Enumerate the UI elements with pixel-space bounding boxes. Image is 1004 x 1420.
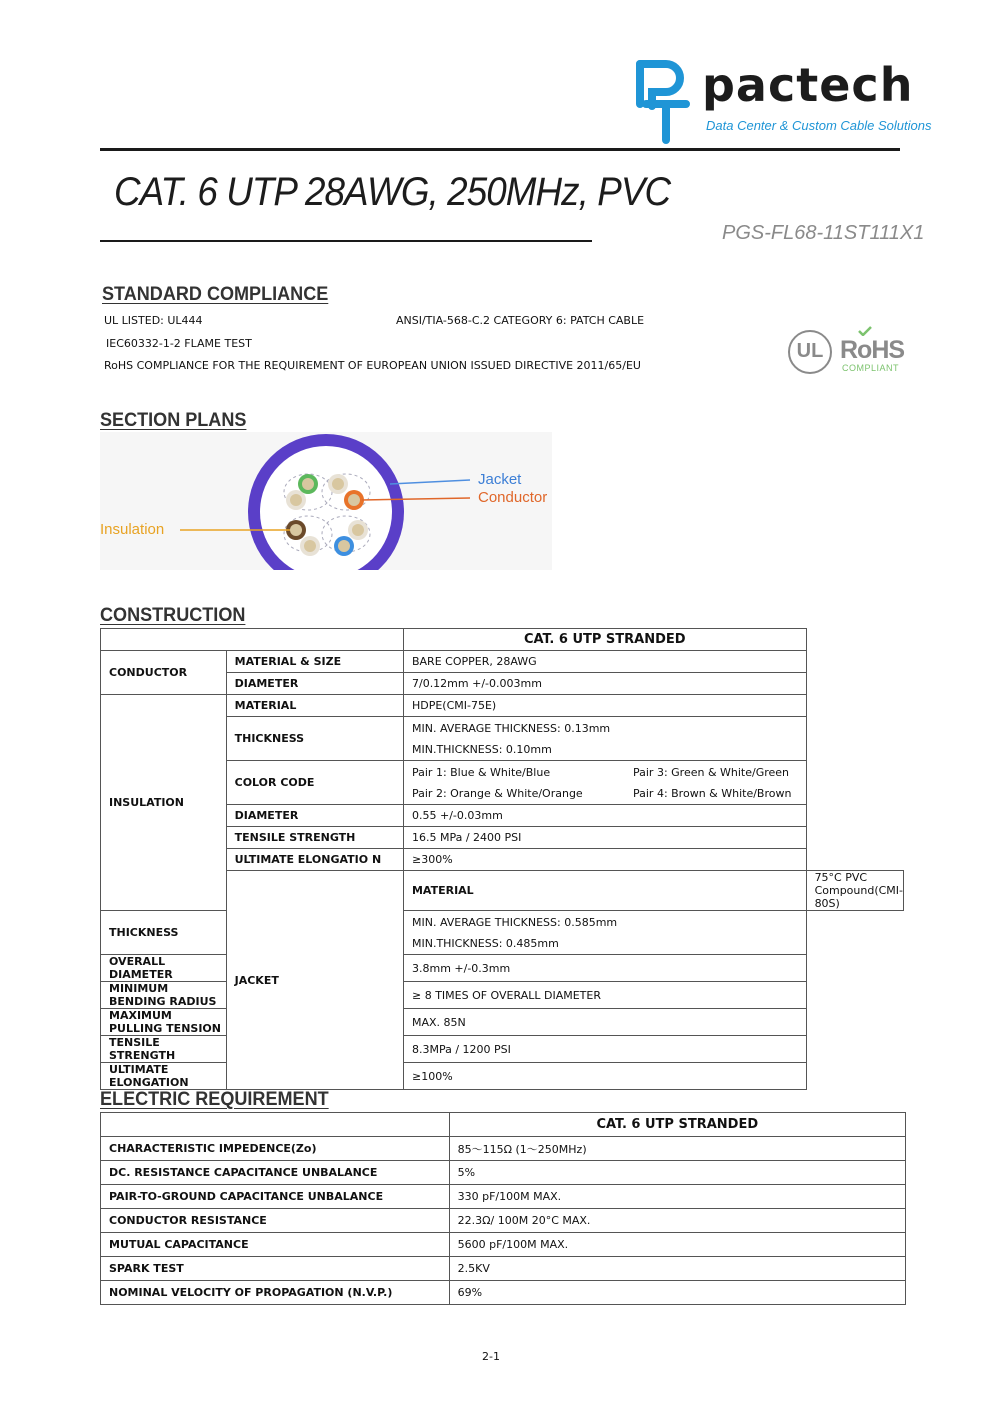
electric-row-label: DC. RESISTANCE CAPACITANCE UNBALANCE xyxy=(101,1161,450,1185)
electric-row xyxy=(101,1281,906,1305)
jacket-tensile-value: 8.3MPa / 1200 PSI xyxy=(403,1036,806,1063)
construction-header-blank xyxy=(101,629,404,651)
label-insulation: Insulation xyxy=(100,521,165,538)
rohs-logo: RoHS xyxy=(840,336,905,364)
insulation-label: INSULATION xyxy=(101,695,227,911)
insulation-elongation-value: ≥300% xyxy=(403,849,806,871)
insulation-diameter-value: 0.55 +/-0.03mm xyxy=(403,805,806,827)
electric-row-label: MUTUAL CAPACITANCE xyxy=(101,1233,450,1257)
conductor-material-label: MATERIAL & SIZE xyxy=(226,651,403,673)
electric-row xyxy=(101,1233,906,1257)
insulation-color-code-value xyxy=(403,761,806,805)
section-plans-heading: SECTION PLANS xyxy=(100,410,247,431)
electric-column-header: CAT. 6 UTP STRANDED xyxy=(449,1113,905,1137)
electric-row-value: 69% xyxy=(449,1281,905,1305)
standard-compliance-heading: STANDARD COMPLIANCE xyxy=(102,284,329,305)
insulation-diameter-label: DIAMETER xyxy=(226,805,403,827)
electric-row xyxy=(101,1137,906,1161)
title-underline xyxy=(100,240,592,242)
jacket-pulling-value: MAX. 85N xyxy=(403,1009,806,1036)
conductor-label: CONDUCTOR xyxy=(101,651,227,695)
label-jacket: Jacket xyxy=(478,471,522,488)
insulation-material-value: HDPE(CMI-75E) xyxy=(403,695,806,717)
electric-table xyxy=(100,1112,906,1305)
insulation-thickness-avg: MIN. AVERAGE THICKNESS: 0.13mm xyxy=(411,721,611,735)
pair-3: Pair 3: Green & White/Green xyxy=(632,765,790,779)
jacket-elongation-label: ULTIMATE ELONGATION xyxy=(101,1063,227,1090)
electric-row-value: 85～115Ω (1～250MHz) xyxy=(449,1137,905,1161)
cable-cross-section xyxy=(100,432,552,570)
insulation-thickness-min: MIN.THICKNESS: 0.10mm xyxy=(411,742,552,756)
construction-heading: CONSTRUCTION xyxy=(100,605,246,626)
electric-row xyxy=(101,1257,906,1281)
rohs-compliant-label: COMPLIANT xyxy=(842,363,900,373)
jacket-material-value: 75°C PVC Compound(CMI-80S) xyxy=(806,871,903,911)
construction-column-header: CAT. 6 UTP STRANDED xyxy=(403,629,806,651)
jacket-label: JACKET xyxy=(226,871,403,1090)
pair-2: Pair 2: Orange & White/Orange xyxy=(411,786,583,800)
insulation-material-label: MATERIAL xyxy=(226,695,403,717)
jacket-thickness-min: MIN.THICKNESS: 0.485mm xyxy=(411,936,559,950)
electric-requirement-heading: ELECTRIC REQUIREMENT xyxy=(100,1089,329,1110)
electric-row xyxy=(101,1209,906,1233)
insulation-color-code-label: COLOR CODE xyxy=(226,761,403,805)
compliance-rohs: RoHS COMPLIANCE FOR THE REQUIREMENT OF EUROPEAN UNION ISSUED DIRECTIVE 2011/65/EU xyxy=(104,359,641,372)
jacket-material-label: MATERIAL xyxy=(403,871,806,911)
jacket-bending-label: MINIMUM BENDING RADIUS xyxy=(101,982,227,1009)
construction-table xyxy=(100,628,904,1090)
insulation-thickness-value xyxy=(403,717,806,761)
pair-1: Pair 1: Blue & White/Blue xyxy=(411,765,551,779)
electric-row-label: SPARK TEST xyxy=(101,1257,450,1281)
conductor-diameter-value: 7/0.12mm +/-0.003mm xyxy=(403,673,806,695)
jacket-thickness-value xyxy=(403,911,806,955)
electric-row-label: CONDUCTOR RESISTANCE xyxy=(101,1209,450,1233)
insulation-tensile-value: 16.5 MPa / 2400 PSI xyxy=(403,827,806,849)
pactech-logo-icon xyxy=(632,56,694,146)
electric-row-value: 330 pF/100M MAX. xyxy=(449,1185,905,1209)
compliance-ansi: ANSI/TIA-568-C.2 CATEGORY 6: PATCH CABLE xyxy=(396,314,645,327)
ul-logo-icon: UL xyxy=(788,330,832,374)
electric-row-label: CHARACTERISTIC IMPEDENCE(Zo) xyxy=(101,1137,450,1161)
conductor-diameter-label: DIAMETER xyxy=(226,673,403,695)
jacket-thickness-avg: MIN. AVERAGE THICKNESS: 0.585mm xyxy=(411,915,618,929)
brand-tagline: Data Center & Custom Cable Solutions xyxy=(706,118,932,133)
header-divider xyxy=(100,148,900,151)
jacket-overall-diameter-label: OVERALL DIAMETER xyxy=(101,955,227,982)
electric-row xyxy=(101,1161,906,1185)
compliance-iec: IEC60332-1-2 FLAME TEST xyxy=(106,337,252,350)
compliance-ul: UL LISTED: UL444 xyxy=(104,314,203,327)
electric-row-value: 2.5KV xyxy=(449,1257,905,1281)
electric-row-value: 22.3Ω/ 100M 20°C MAX. xyxy=(449,1209,905,1233)
insulation-thickness-label: THICKNESS xyxy=(226,717,403,761)
jacket-tensile-label: TENSILE STRENGTH xyxy=(101,1036,227,1063)
pair-4: Pair 4: Brown & White/Brown xyxy=(632,786,792,800)
rohs-check-icon xyxy=(858,326,872,336)
page-title: CAT. 6 UTP 28AWG, 250MHz, PVC xyxy=(114,170,671,214)
electric-row-value: 5% xyxy=(449,1161,905,1185)
electric-row-label: NOMINAL VELOCITY OF PROPAGATION (N.V.P.) xyxy=(101,1281,450,1305)
electric-row xyxy=(101,1185,906,1209)
jacket-elongation-value: ≥100% xyxy=(403,1063,806,1090)
jacket-thickness-label: THICKNESS xyxy=(101,911,227,955)
jacket-bending-value: ≥ 8 TIMES OF OVERALL DIAMETER xyxy=(403,982,806,1009)
part-number: PGS-FL68-11ST111X1 xyxy=(722,222,925,244)
page-number: 2-1 xyxy=(482,1350,500,1363)
insulation-elongation-label: ULTIMATE ELONGATIO N xyxy=(226,849,403,871)
electric-row-label: PAIR-TO-GROUND CAPACITANCE UNBALANCE xyxy=(101,1185,450,1209)
electric-header-blank xyxy=(101,1113,450,1137)
jacket-overall-diameter-value: 3.8mm +/-0.3mm xyxy=(403,955,806,982)
jacket-pulling-label: MAXIMUM PULLING TENSION xyxy=(101,1009,227,1036)
insulation-tensile-label: TENSILE STRENGTH xyxy=(226,827,403,849)
brand-name: pactech xyxy=(702,58,914,112)
electric-row-value: 5600 pF/100M MAX. xyxy=(449,1233,905,1257)
label-conductor: Conductor xyxy=(478,489,548,506)
conductor-material-value: BARE COPPER, 28AWG xyxy=(403,651,806,673)
